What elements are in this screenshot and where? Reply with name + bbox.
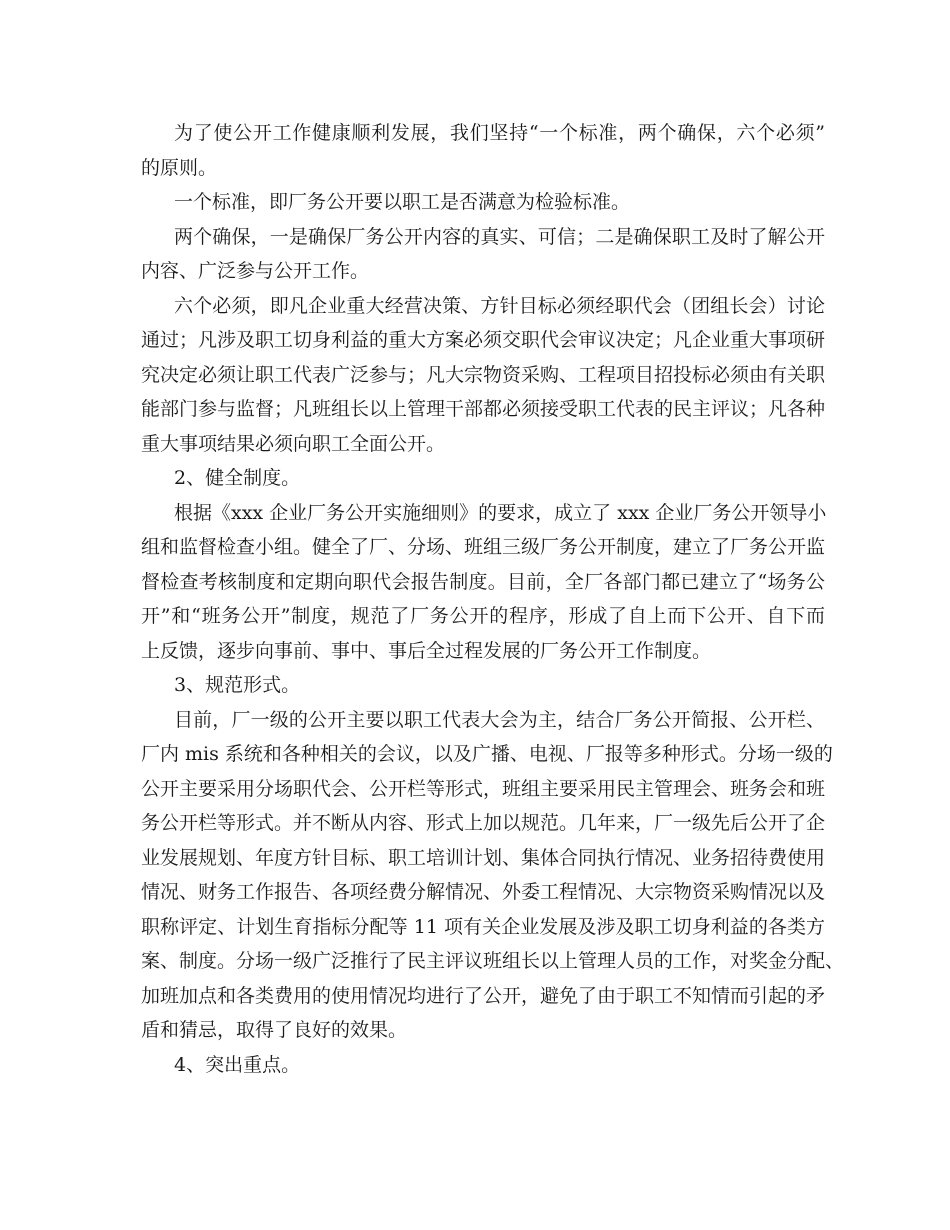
paragraph-principle (141, 116, 825, 185)
text-line: 通过；凡涉及职工切身利益的重大方案必须交职代会审议决定；凡企业重大事项研 (141, 329, 826, 351)
text-line: 能部门参与监督；凡班组长以上管理干部都必须接受职工代表的民主评议；凡各种 (141, 398, 826, 420)
document-body (141, 116, 845, 1082)
section-heading-4 (141, 1048, 825, 1083)
heading-text: 3、规范形式。 (174, 674, 301, 696)
text-line: 案、制度。分场一级广泛推行了民主评议班组长以上管理人员的工作，对奖金分配、 (141, 950, 845, 972)
text-line: 根据《xxx 企业厂务公开实施细则》的要求，成立了 xxx 企业厂务公开领导小 (174, 501, 827, 524)
text-line: 两个确保，一是确保厂务公开内容的真实、可信；二是确保职工及时了解公开 (174, 225, 825, 248)
text-line: 一个标准，即厂务公开要以职工是否满意为检验标准。 (174, 191, 631, 213)
text-line: 厂内 mis 系统和各种相关的会议，以及广播、电视、厂报等多种形式。分场一级的 (141, 743, 833, 765)
text-line: 组和监督检查小组。健全了厂、分场、班组三级厂务公开制度，建立了厂务公开监 (141, 536, 826, 558)
text-line: 目前，厂一级的公开主要以职工代表大会为主，结合厂务公开简报、公开栏、 (174, 708, 825, 731)
paragraph-forms (141, 703, 845, 1048)
text-line: 上反馈，逐步向事前、事中、事后全过程发展的厂务公开工作制度。 (141, 639, 712, 662)
section-heading-2 (141, 461, 825, 496)
text-line: 重大事项结果必须向职工全面公开。 (141, 432, 446, 455)
text-line: 内容、广泛参与公开工作。 (141, 260, 370, 282)
text-line: 为了使公开工作健康顺利发展，我们坚持“一个标准，两个确保，六个必须” (174, 122, 825, 144)
text-line: 究决定必须让职工代表广泛参与；凡大宗物资采购、工程项目招投标必须由有关职 (141, 363, 826, 386)
paragraph-two-ensure (141, 220, 825, 289)
text-line: 业发展规划、年度方针目标、职工培训计划、集体合同执行情况、业务招待费使用 (141, 846, 826, 869)
heading-text: 2、健全制度。 (174, 467, 301, 489)
text-line: 盾和猜忌，取得了良好的效果。 (141, 1019, 408, 1041)
text-line: 务公开栏等形式。并不断从内容、形式上加以规范。几年来，厂一级先后公开了企 (141, 812, 826, 834)
text-line: 的原则。 (141, 156, 218, 179)
text-line: 公开主要采用分场职代会、公开栏等形式，班组主要采用民主管理会、班务会和班 (141, 777, 826, 800)
paragraph-system (141, 496, 825, 669)
paragraph-six-must (141, 289, 825, 462)
text-line: 督检查考核制度和定期向职代会报告制度。目前，全厂各部门都已建立了“场务公 (141, 570, 825, 593)
heading-text: 4、突出重点。 (174, 1053, 301, 1076)
text-line: 职称评定、计划生育指标分配等 11 项有关企业发展及涉及职工切身利益的各类方 (141, 915, 825, 938)
paragraph-one-standard (141, 185, 825, 220)
section-heading-3 (141, 668, 825, 703)
text-line: 六个必须，即凡企业重大经营决策、方针目标必须经职代会（团组长会）讨论 (174, 294, 825, 317)
text-line: 开”和“班务公开”制度，规范了厂务公开的程序，形成了自上而下公开、自下而 (141, 605, 825, 627)
text-line: 情况、财务工作报告、各项经费分解情况、外委工程情况、大宗物资采购情况以及 (141, 881, 826, 903)
text-line: 加班加点和各类费用的使用情况均进行了公开，避免了由于职工不知情而引起的矛 (141, 984, 826, 1007)
